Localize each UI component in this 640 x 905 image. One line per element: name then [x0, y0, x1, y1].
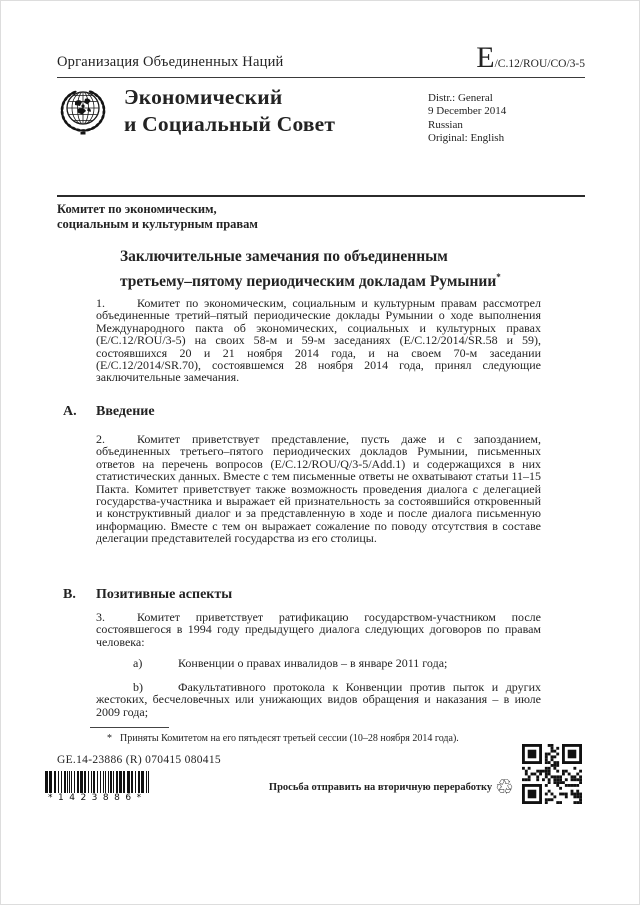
section-a-title: Введение: [96, 404, 155, 419]
section-a-letter: A.: [63, 404, 77, 419]
section-b-heading: [63, 587, 232, 603]
barcode-icon: [45, 771, 153, 793]
date-line: 9 December 2014: [428, 105, 507, 118]
committee-name-line2: социальным и культурным правам: [57, 216, 258, 231]
footnote-text: Приняты Комитетом на его пятьдесят третьей сессии (10–28 ноября 2014 года).: [120, 733, 459, 744]
original-language-line: Original: English: [428, 132, 505, 145]
language-line: Russian: [428, 118, 463, 131]
council-name-line1: Экономический: [124, 85, 283, 109]
committee-name: [57, 202, 258, 231]
council-name-line2: и Социальный Совет: [124, 112, 336, 136]
ge-number: GE.14-23886 (R) 070415 080415: [57, 754, 221, 766]
document-symbol-suffix: /C.12/ROU/CO/3-5: [494, 58, 585, 70]
document-symbol: [476, 42, 585, 74]
distr-line: Distr.: General: [428, 92, 493, 104]
paragraph-2-text: Комитет приветствует представление, пусть даже и с запозданием, объединенных третьего–пятого периодических докладов Румынии, письменных ответов на перечень вопросов (E/C.12/ROU/Q/3-5/Add.1) и содержащихся в них статистических данных. Вместе с тем письменные ответы не охватывают статьи 11–15 Пакта. Комитет приветствует также возможность проведения диалога с делегацией государства-участника и выражает ей признательность за состоявшийся откровенный и конструктивный диалог и за представленную в ходе и после диалога письменную информацию. Вместе с тем он выражает сожаление по поводу отсутствия в составе делегации представителей государства из его столицы.: [96, 432, 541, 546]
list-item-a: [96, 657, 541, 669]
section-b-letter: B.: [63, 587, 76, 602]
council-name: [124, 84, 335, 138]
document-symbol-prefix: E: [476, 41, 495, 74]
document-title: [120, 246, 510, 292]
list-item-b-label: b): [133, 680, 143, 694]
list-item-a-label: a): [133, 656, 143, 670]
list-item-b: [96, 681, 541, 718]
section-a-heading: [63, 404, 155, 420]
header-rule: [57, 77, 585, 78]
recycle-note-row: [268, 775, 514, 799]
paragraph-3-text: Комитет приветствует ратификацию государством-участником после состоявшегося в 1994 году предыдущего диалога следующих договоров по правам человека:: [96, 610, 541, 649]
org-name-header: Организация Объединенных Наций: [57, 54, 284, 70]
recycle-icon: ♲: [495, 775, 514, 799]
document-title-line2: третьему–пятому периодическим докладам Румынии*: [120, 272, 501, 291]
paragraph-3-number: 3.: [96, 610, 105, 624]
footnote: [96, 733, 496, 745]
distribution-block: [428, 92, 506, 146]
committee-name-line1: Комитет по экономическим,: [57, 202, 217, 216]
un-emblem-icon: [56, 82, 110, 140]
title-footnote-marker: *: [496, 272, 501, 282]
qr-code-icon: [522, 744, 582, 804]
barcode-digits: *1423886*: [48, 793, 147, 803]
document-title-line1: Заключительные замечания по объединенным: [120, 248, 448, 265]
section-b-title: Позитивные аспекты: [96, 587, 233, 602]
paragraph-3: [96, 611, 541, 648]
footnote-marker: *: [107, 733, 112, 744]
paragraph-1-text: Комитет по экономическим, социальным и культурным правам рассмотрел объединенные третий–пятый периодические доклады Румынии о ходе выполнения Международного пакта об экономических, социальных и культурных правах (E/C.12/ROU/3-5) на своих 58-м и 59-м заседаниях (E/C.12/2014/SR.58 и 59), состоявшихся 20 и 21 ноября 2014 года, и на своем 70-м заседании (E/C.12/2014/SR.70), состоявшемся 28 ноября 2014 года, принял следующие заключительные замечания.: [96, 296, 541, 385]
paragraph-2: [96, 433, 541, 545]
masthead-divider-rule: [57, 195, 585, 197]
list-item-b-text: Факультативного протокола к Конвенции против пыток и других жестоких, бесчеловечных или унижающих видов обращения и наказания – в июле 2009 года;: [96, 680, 541, 719]
paragraph-1-number: 1.: [96, 296, 105, 310]
paragraph-2-number: 2.: [96, 432, 105, 446]
list-item-a-text: Конвенции о правах инвалидов – в январе 2011 года;: [178, 656, 448, 670]
paragraph-1: [96, 297, 541, 384]
footnote-rule: [90, 727, 169, 728]
recycle-note: Просьба отправить на вторичную переработку: [268, 782, 493, 793]
